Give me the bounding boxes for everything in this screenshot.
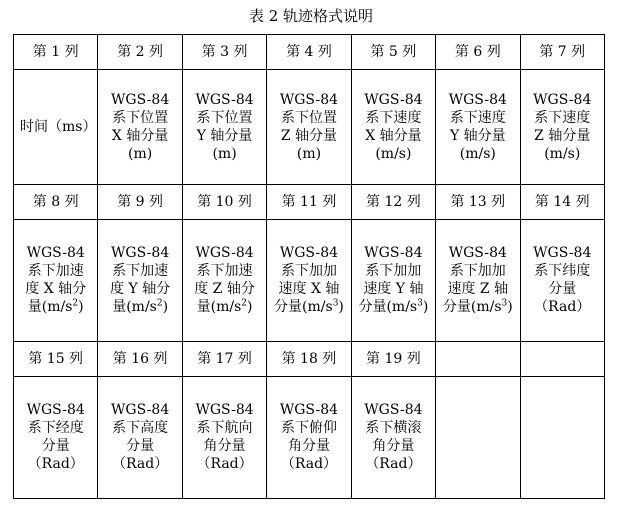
column-header-label: 第 15 列 <box>28 350 84 367</box>
description-text <box>533 91 591 163</box>
description-cell <box>351 69 435 184</box>
unit-line <box>25 298 86 316</box>
column-header-cell <box>267 185 351 220</box>
description-line: Z 轴分量 <box>534 128 591 145</box>
description-line: 度 Y 轴分 <box>110 281 171 298</box>
column-header-cell <box>14 35 98 70</box>
unit-prefix: 量(m/s <box>112 299 157 316</box>
description-line: 角分量 <box>203 438 246 455</box>
description-line: WGS-84 <box>448 245 507 262</box>
description-line: (m/s) <box>459 146 496 163</box>
description-line: (m) <box>128 146 153 163</box>
column-header-cell <box>98 35 182 70</box>
description-text <box>194 244 255 316</box>
column-header-label: 第 4 列 <box>286 43 332 60</box>
column-header-label: 第 14 列 <box>534 194 590 211</box>
unit-suffix: ) <box>507 299 513 316</box>
description-cell <box>267 220 351 341</box>
description-cell <box>98 376 182 498</box>
description-row <box>14 376 605 498</box>
description-line: (m) <box>296 146 322 163</box>
description-row <box>14 69 605 184</box>
column-header-label: 第 7 列 <box>539 43 586 60</box>
description-line: WGS-84 <box>111 92 170 109</box>
column-header-cell <box>14 341 98 376</box>
description-line: 速度 Z 轴 <box>447 281 509 298</box>
description-cell <box>520 220 604 341</box>
column-header-label: 第 16 列 <box>112 350 168 367</box>
column-header-cell <box>14 185 98 220</box>
description-text <box>104 401 175 473</box>
column-header-cell <box>267 35 351 70</box>
unit-line <box>110 298 170 316</box>
description-text <box>25 244 86 316</box>
description-line: 分量（Rad） <box>112 438 169 473</box>
column-header-cell <box>436 35 520 70</box>
description-line: WGS-84 <box>364 92 423 109</box>
column-header-label: 第 11 列 <box>281 194 337 211</box>
description-text <box>364 401 422 473</box>
description-cell <box>351 376 435 498</box>
description-line: 系下加加 <box>365 263 422 280</box>
unit-exponent: 2 <box>156 298 163 309</box>
column-header-label: 第 13 列 <box>450 194 506 211</box>
description-text <box>27 401 85 473</box>
description-line: （Rad） <box>365 456 422 473</box>
column-header-label: 第 5 列 <box>370 43 417 60</box>
column-header-cell <box>351 341 435 376</box>
description-line: WGS-84 <box>364 245 423 262</box>
unit-suffix: ) <box>162 299 169 316</box>
description-text <box>111 91 169 163</box>
description-line: WGS-84 <box>279 92 339 109</box>
description-cell <box>520 376 604 498</box>
description-text <box>449 91 507 163</box>
column-header-cell <box>520 35 604 70</box>
column-header-label: 第 19 列 <box>366 350 421 367</box>
description-line: 系下横滚 <box>365 420 422 437</box>
description-line: WGS-84 <box>111 402 170 419</box>
description-line: 系下加加 <box>449 263 506 280</box>
column-header-cell <box>182 35 266 70</box>
description-line: WGS-84 <box>26 402 85 419</box>
column-header-label: 第 12 列 <box>366 194 421 211</box>
description-line: 系下航向 <box>196 420 253 437</box>
description-text <box>443 244 513 316</box>
description-line: 系下速度 <box>365 110 422 127</box>
unit-line <box>358 298 428 316</box>
column-header-label: 第 8 列 <box>32 194 79 211</box>
description-text <box>358 244 428 316</box>
header-row <box>14 185 605 220</box>
header-row <box>14 35 605 70</box>
description-line: X 轴分量 <box>365 128 422 145</box>
description-line: WGS-84 <box>279 245 339 262</box>
column-header-label: 第 1 列 <box>32 43 79 60</box>
column-header-cell <box>98 185 182 220</box>
unit-suffix: ) <box>422 299 429 316</box>
description-line: 度 X 轴分 <box>25 281 87 298</box>
description-cell <box>14 376 98 498</box>
unit-line <box>194 298 255 316</box>
description-line: Z 轴分量 <box>280 128 338 145</box>
description-cell <box>267 69 351 184</box>
description-line: （Rad） <box>27 456 84 473</box>
description-text <box>195 91 253 163</box>
description-cell <box>182 69 266 184</box>
description-line: 系下高度 <box>112 420 169 437</box>
column-header-label: 第 2 列 <box>117 43 164 60</box>
description-line: WGS-84 <box>279 402 339 419</box>
header-row <box>14 341 605 376</box>
unit-exponent: 3 <box>501 298 508 309</box>
description-line: 系下加速 <box>27 263 84 280</box>
unit-exponent: 3 <box>417 298 423 309</box>
description-line: WGS-84 <box>195 92 254 109</box>
description-line: X 轴分量 <box>111 128 169 145</box>
description-cell <box>182 220 266 341</box>
column-header-cell <box>436 341 520 376</box>
column-header-cell <box>351 35 435 70</box>
unit-suffix: ) <box>247 299 253 316</box>
description-line: (m) <box>212 146 237 163</box>
column-header-label: 第 9 列 <box>117 194 164 211</box>
description-line: 分量（Rad） <box>534 281 591 316</box>
description-line: 速度 X 轴 <box>278 281 340 298</box>
column-header-cell <box>98 341 182 376</box>
description-line: WGS-84 <box>111 245 170 262</box>
description-text <box>20 118 97 136</box>
description-line: (m/s) <box>375 146 412 163</box>
description-line: 度 Z 轴分 <box>194 281 255 298</box>
description-line: 系下位置 <box>196 110 253 127</box>
description-line: WGS-84 <box>195 245 254 262</box>
unit-line <box>443 298 513 316</box>
description-line: WGS-84 <box>195 402 254 419</box>
description-line: 系下位置 <box>280 110 337 127</box>
trajectory-format-table <box>13 34 605 499</box>
description-cell <box>14 220 98 341</box>
unit-prefix: 分量(m/s <box>442 299 502 316</box>
column-header-label: 第 10 列 <box>197 194 252 211</box>
description-cell <box>182 376 266 498</box>
description-cell <box>520 69 604 184</box>
column-header-cell <box>520 185 604 220</box>
table-caption: 表 2 轨迹格式说明 <box>248 7 374 25</box>
unit-exponent: 3 <box>332 298 339 309</box>
description-text <box>280 91 338 163</box>
description-line: WGS-84 <box>533 245 592 262</box>
column-header-cell <box>267 341 351 376</box>
unit-suffix: ) <box>78 299 84 316</box>
description-line: 系下加加 <box>280 263 337 280</box>
description-row <box>14 220 605 341</box>
column-header-cell <box>182 185 266 220</box>
description-line: 时间（ms） <box>20 119 97 136</box>
description-text <box>280 401 338 473</box>
description-cell <box>436 376 520 498</box>
description-line: 系下纬度 <box>534 263 591 280</box>
description-line: WGS-84 <box>533 92 592 109</box>
description-line: 系下速度 <box>449 110 506 127</box>
unit-prefix: 量(m/s <box>27 299 73 316</box>
unit-line <box>274 298 344 316</box>
description-text <box>527 244 598 316</box>
description-line: Y 轴分量 <box>196 128 253 145</box>
description-line: 分量 <box>41 438 70 455</box>
description-line: 系下速度 <box>534 110 591 127</box>
description-text <box>364 91 422 163</box>
description-line: 角分量 <box>372 438 415 455</box>
description-line: WGS-84 <box>364 402 423 419</box>
description-cell <box>14 69 98 184</box>
description-line: Y 轴分量 <box>449 128 506 145</box>
description-cell <box>98 220 182 341</box>
unit-exponent: 2 <box>241 298 247 309</box>
unit-prefix: 分量(m/s <box>274 299 333 316</box>
description-text <box>195 401 253 473</box>
description-line: (m/s) <box>544 146 581 163</box>
description-text <box>274 244 344 316</box>
description-line: WGS-84 <box>448 92 507 109</box>
column-header-cell <box>351 185 435 220</box>
unit-suffix: ) <box>338 299 344 316</box>
description-cell <box>436 69 520 184</box>
description-line: 系下加速 <box>112 263 169 280</box>
description-line: （Rad） <box>196 456 253 473</box>
unit-exponent: 2 <box>72 298 79 309</box>
description-text <box>110 244 170 316</box>
unit-prefix: 量(m/s <box>196 299 242 316</box>
description-cell <box>351 220 435 341</box>
unit-prefix: 分量(m/s <box>358 299 418 316</box>
column-header-label: 第 18 列 <box>281 350 337 367</box>
description-cell <box>267 376 351 498</box>
description-cell <box>436 220 520 341</box>
description-line: 系下位置 <box>112 110 169 127</box>
description-line: 系下加速 <box>196 263 253 280</box>
column-header-cell <box>182 341 266 376</box>
description-cell <box>98 69 182 184</box>
description-line: 系下俯仰 <box>280 420 337 437</box>
column-header-label: 第 6 列 <box>454 43 501 60</box>
description-line: 系下经度 <box>27 420 84 437</box>
column-header-cell <box>520 341 604 376</box>
description-line: WGS-84 <box>26 245 85 262</box>
column-header-label: 第 3 列 <box>201 43 248 60</box>
column-header-cell <box>436 185 520 220</box>
description-line: （Rad） <box>280 456 338 473</box>
description-line: 角分量 <box>287 438 330 455</box>
description-line: 速度 Y 轴 <box>363 281 424 298</box>
column-header-label: 第 17 列 <box>197 350 252 367</box>
